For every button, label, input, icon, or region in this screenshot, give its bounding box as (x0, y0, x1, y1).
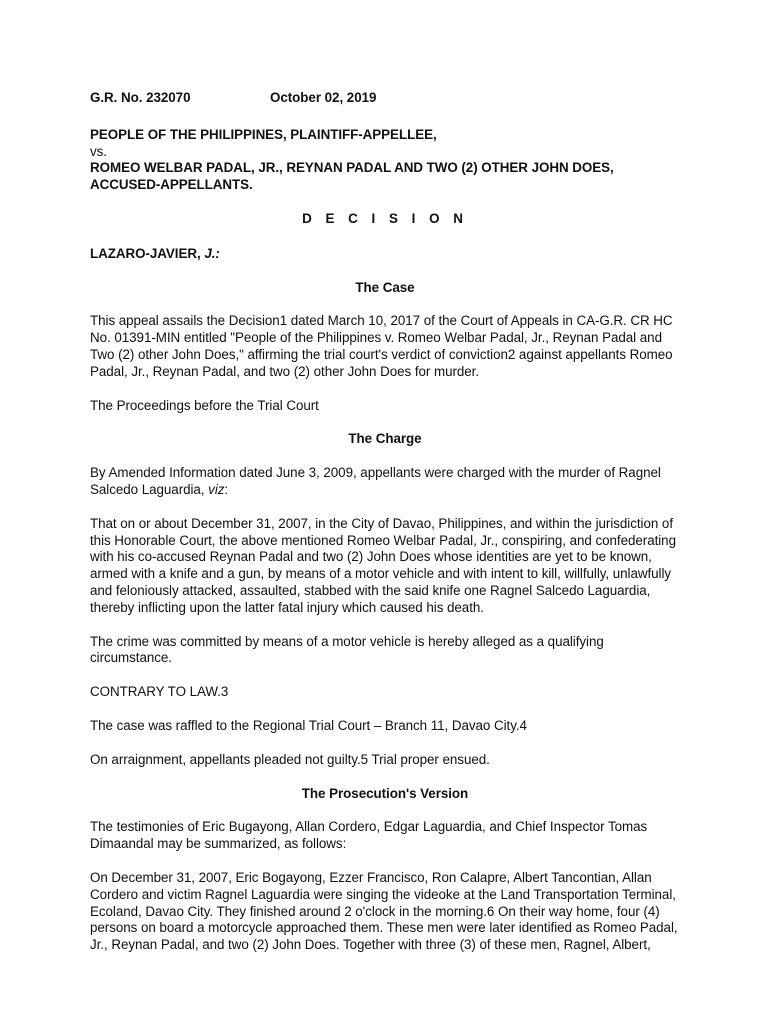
ponente (90, 246, 680, 263)
charge-intro-end: : (224, 481, 229, 497)
decision-date: October 02, 2019 (270, 90, 377, 105)
paragraph-qualifying: The crime was committed by means of a motor vehicle is hereby alleged as a qualifying circumstance. (90, 633, 604, 666)
paragraph-arraignment: On arraignment, appellants pleaded not guilty.5 Trial proper ensued. (90, 751, 490, 767)
charge-intro-text: By Amended Information dated June 3, 2009, appellants were charged with the murder of Ragnel Salcedo Laguardia, (90, 465, 661, 497)
paragraph-proceedings: The Proceedings before the Trial Court (90, 397, 319, 413)
versus-label: vs. (90, 143, 107, 159)
paragraph-charge-intro (90, 465, 680, 499)
heading-the-case: The Case (355, 279, 415, 295)
accused-line-2: ACCUSED-APPELLANTS. (90, 177, 253, 193)
ponente-name: LAZARO-JAVIER, (90, 245, 205, 261)
ponente-suffix: J.: (204, 245, 220, 261)
paragraph-facts: On December 31, 2007, Eric Bogayong, Ezzer Francisco, Ron Calapre, Albert Tancontian, Allan Cordero and victim Ragnel Laguardia were singing the videoke at the Land Transportation Terminal, Ecoland, Davao City. They finished around 2 o'clock in the morning.6 On their way home, four (4) persons on board a motorcycle approached them. These men were later identified as Romeo Padal, Jr., Reynan Padal, and two (2) John Does. Together with three (3) of these men, Ragnel, Albert, (90, 869, 678, 953)
heading-the-charge: The Charge (348, 431, 422, 447)
paragraph-information: That on or about December 31, 2007, in the City of Davao, Philippines, and within the jurisdiction of this Honorable Court, the above mentioned Romeo Welbar Padal, Jr., conspiring, and confederating with his co-accused Reynan Padal and two (2) John Does whose identities are yet to be known, armed with a knife and a gun, by means of a motor vehicle and with intent to kill, willfully, unlawfully and feloniously attacked, assaulted, stabbed with the said knife one Ragnel Salcedo Laguardia, thereby inflicting upon the latter fatal injury which caused his death. (90, 515, 676, 615)
paragraph-contrary: CONTRARY TO LAW.3 (90, 684, 229, 700)
decision-title: D E C I S I O N (302, 210, 468, 226)
plaintiff-line: PEOPLE OF THE PHILIPPINES, PLAINTIFF-APPELLEE, (90, 126, 437, 142)
paragraph-testimonies: The testimonies of Eric Bugayong, Allan Cordero, Edgar Laguardia, and Chief Inspector Tomas Dimaandal may be summarized, as follows: (90, 819, 648, 852)
heading-prosecution-version: The Prosecution's Version (301, 785, 469, 801)
paragraph-raffled: The case was raffled to the Regional Trial Court – Branch 11, Davao City.4 (90, 717, 527, 733)
gr-number: G.R. No. 232070 (90, 90, 191, 105)
accused-line-1: ROMEO WELBAR PADAL, JR., REYNAN PADAL AND TWO (2) OTHER JOHN DOES, (90, 160, 614, 176)
document-page (90, 90, 680, 954)
case-header (90, 90, 680, 107)
charge-intro-viz: viz (208, 481, 225, 497)
paragraph-the-case: This appeal assails the Decision1 dated March 10, 2017 of the Court of Appeals in CA-G.R. CR HC No. 01391-MIN entitled "People of the Philippines v. Romeo Welbar Padal, Jr., Reynan Padal and Two (2) other John Does," affirming the trial court's verdict of conviction2 against appellants Romeo Padal, Jr., Reynan Padal, and two (2) other John Does for murder. (90, 313, 673, 379)
